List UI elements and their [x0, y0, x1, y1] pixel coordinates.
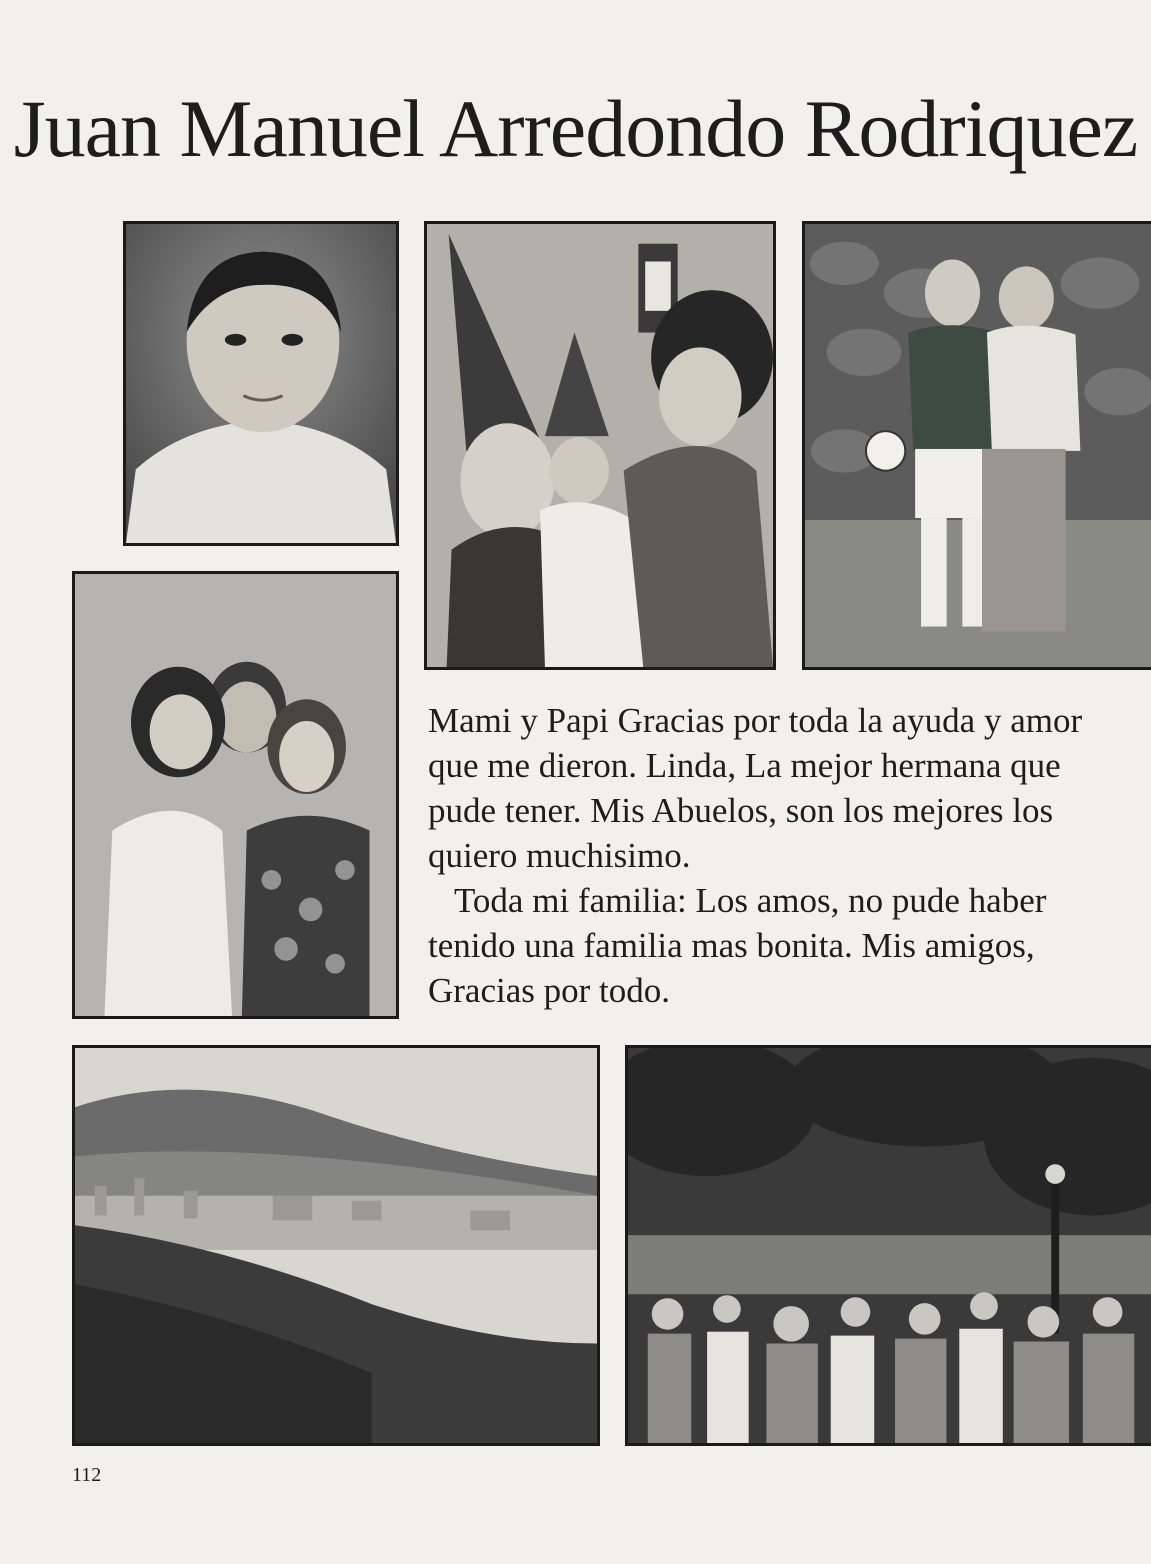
- photo-soccer-grandfather: [802, 221, 1151, 670]
- photo-city-landscape: [72, 1045, 600, 1446]
- page-title: Juan Manuel Arredondo Rodriquez: [13, 83, 1138, 174]
- photo-party-hats: [424, 221, 776, 670]
- page-number: 112: [72, 1464, 102, 1486]
- photo-child-portrait: [123, 221, 399, 546]
- message-paragraph-family: Mami y Papi Gracias por toda la ayuda y amor que me dieron. Linda, La mejor hermana que pude tener. Mis Abuelos, son los mejores los quiero muchisimo.: [428, 701, 1083, 875]
- message-paragraph-friends: Toda mi familia: Los amos, no pude haber tenido una familia mas bonita. Mis amigos, Gracias por todo.: [428, 881, 1047, 1010]
- message-text: [428, 698, 1128, 1013]
- photo-family-portrait: [72, 571, 399, 1019]
- photo-crowd-park: [625, 1045, 1151, 1446]
